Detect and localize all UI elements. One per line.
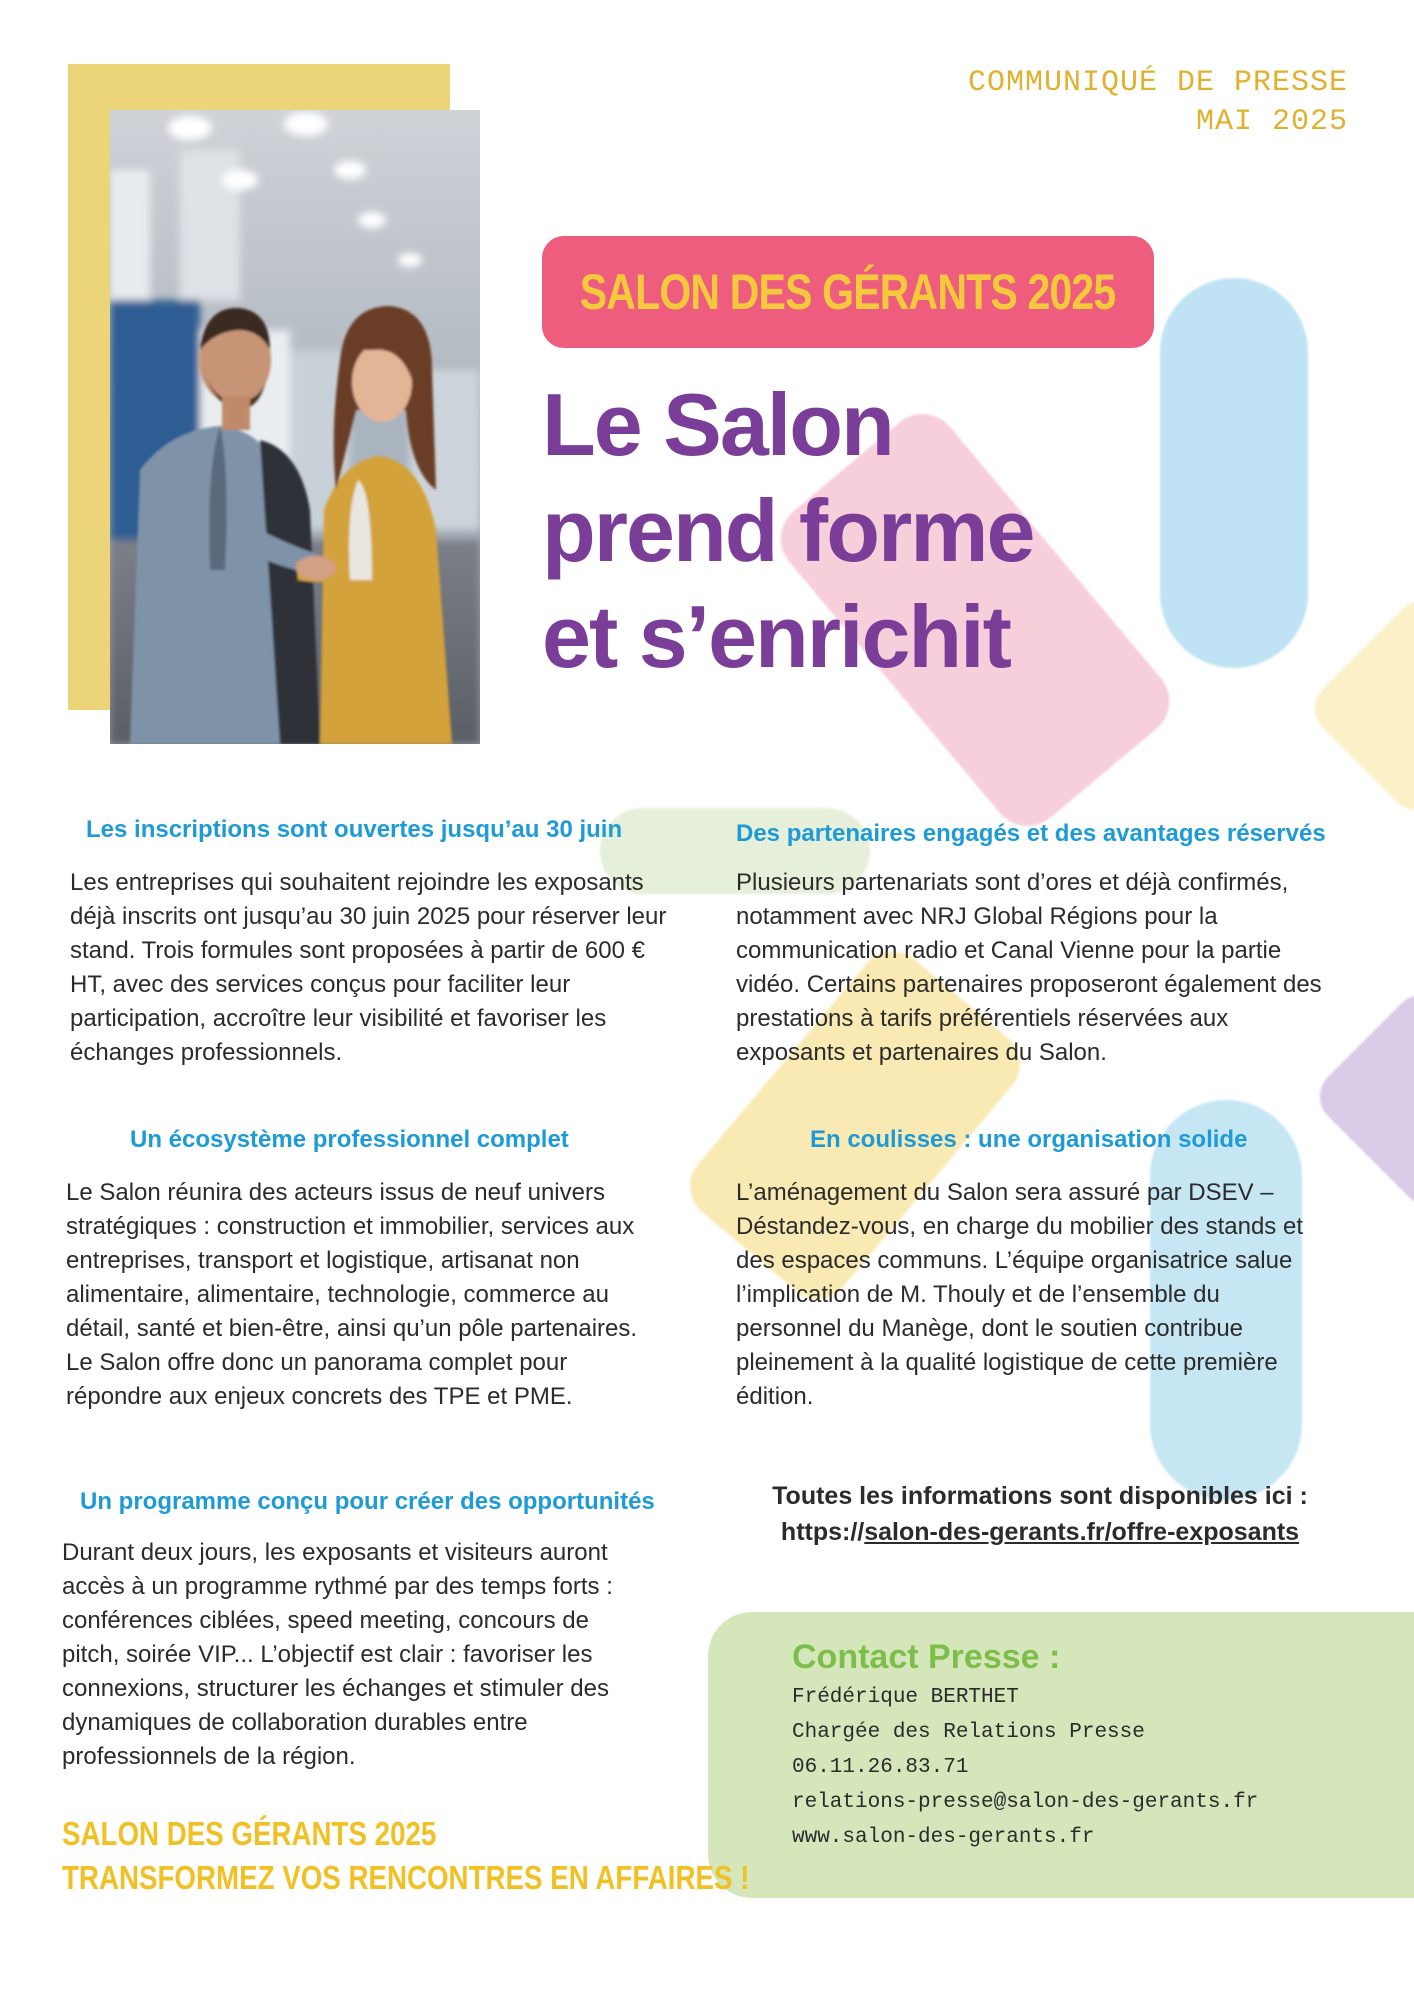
body-line: répondre aux enjeux concrets des TPE et PME. (66, 1383, 573, 1410)
body-line: pleinement à la qualité logistique de cette première (736, 1349, 1278, 1376)
body-line: Le Salon offre donc un panorama complet pour (66, 1349, 568, 1376)
body-line: édition. (736, 1383, 814, 1410)
body-line: vidéo. Certains partenaires proposeront également des (736, 971, 1322, 998)
section-body-backstage (736, 1176, 1303, 1414)
main-title (542, 372, 1142, 690)
body-line: détail, santé et bien-être, ainsi qu’un pôle partenaires. (66, 1315, 638, 1342)
body-line: exposants et partenaires du Salon. (736, 1039, 1107, 1066)
info-text: Toutes les informations sont disponibles ici : (772, 1482, 1308, 1510)
section-heading-program: Un programme conçu pour créer des opportunités (80, 1488, 655, 1515)
body-line: accès à un programme rythmé par des temps forts : (62, 1573, 613, 1600)
info-callout (740, 1478, 1340, 1550)
section-heading-partners: Des partenaires engagés et des avantages réservés (736, 820, 1326, 847)
contact-website[interactable]: www.salon-des-gerants.fr (792, 1826, 1095, 1849)
section-body-registrations (70, 866, 666, 1070)
body-line: Plusieurs partenariats sont d’ores et déjà confirmés, (736, 869, 1289, 896)
body-line: entreprises, transport et logistique, artisanat non (66, 1247, 580, 1274)
body-line: prestations à tarifs préférentiels réservées aux (736, 1005, 1229, 1032)
section-body-ecosystem (66, 1176, 637, 1414)
body-line: Déstandez-vous, en charge du mobilier des stands et (736, 1213, 1303, 1240)
body-line: communication radio et Canal Vienne pour la partie (736, 937, 1282, 964)
body-line: l’implication de M. Thouly et de l’ensemble du (736, 1281, 1220, 1308)
main-title-line: et s’enrichit (542, 587, 1010, 686)
decorative-yellow-shape (1303, 588, 1414, 821)
main-title-line: Le Salon (542, 375, 893, 474)
main-title-line: prend forme (542, 481, 1034, 580)
body-line: participation, accroître leur visibilité et favoriser les (70, 1005, 607, 1032)
body-line: des espaces communs. L’équipe organisatrice salue (736, 1247, 1293, 1274)
body-line: stratégiques : construction et immobilier, services aux (66, 1213, 635, 1240)
section-heading-registrations: Les inscriptions sont ouvertes jusqu’au 30 juin (86, 816, 623, 843)
press-release-label (968, 64, 1348, 142)
section-heading-ecosystem: Un écosystème professionnel complet (130, 1126, 569, 1153)
body-line: déjà inscrits ont jusqu’au 30 juin 2025 pour réserver leur (70, 903, 667, 930)
body-line: alimentaire, alimentaire, technologie, commerce au (66, 1281, 609, 1308)
closing-slogan (62, 1812, 749, 1900)
body-line: Durant deux jours, les exposants et visiteurs auront (62, 1539, 608, 1566)
info-link-prefix: https:// (780, 1518, 865, 1546)
body-line: dynamiques de collaboration durables entre (62, 1709, 528, 1736)
body-line: personnel du Manège, dont le soutien contribue (736, 1315, 1244, 1342)
section-body-partners (736, 866, 1322, 1070)
contact-email[interactable]: relations-presse@salon-des-gerants.fr (792, 1791, 1259, 1814)
exhibitor-offer-link[interactable]: salon-des-gerants.fr/offre-exposants (864, 1518, 1300, 1546)
body-line: notamment avec NRJ Global Régions pour la (736, 903, 1218, 930)
body-line: L’aménagement du Salon sera assuré par DSEV – (736, 1179, 1274, 1206)
body-line: professionnels de la région. (62, 1743, 356, 1770)
event-banner-label: SALON DES GÉRANTS 2025 (580, 264, 1116, 320)
contact-phone[interactable]: 06.11.26.83.71 (792, 1756, 969, 1779)
body-line: Le Salon réunira des acteurs issus de neuf univers (66, 1179, 605, 1206)
info-link-line (740, 1514, 1340, 1550)
body-line: connexions, structurer les échanges et stimuler des (62, 1675, 609, 1702)
body-line: échanges professionnels. (70, 1039, 343, 1066)
press-release-date: MAI 2025 (1195, 105, 1348, 139)
body-line: stand. Trois formules sont proposées à partir de 600 € (70, 937, 645, 964)
section-heading-backstage: En coulisses : une organisation solide (810, 1126, 1248, 1153)
event-banner (542, 236, 1154, 348)
contact-title: Contact Presse : (792, 1638, 1061, 1676)
handshake-illustration (110, 110, 480, 744)
slogan-line: SALON DES GÉRANTS 2025 (62, 1815, 437, 1852)
contact-name: Frédérique BERTHET (792, 1686, 1019, 1709)
body-line: conférences ciblées, speed meeting, concours de (62, 1607, 589, 1634)
decorative-blue-shape (1160, 278, 1308, 668)
handshake-photo (110, 110, 480, 744)
press-release-title: COMMUNIQUÉ DE PRESSE (967, 66, 1348, 100)
contact-role: Chargée des Relations Presse (792, 1721, 1145, 1744)
slogan-line: TRANSFORMEZ VOS RENCONTRES EN AFFAIRES ! (62, 1859, 750, 1896)
body-line: pitch, soirée VIP... L’objectif est clair : favoriser les (62, 1641, 593, 1668)
section-body-program (62, 1536, 613, 1774)
body-line: Les entreprises qui souhaitent rejoindre les exposants (70, 869, 644, 896)
body-line: HT, avec des services conçus pour faciliter leur (70, 971, 571, 998)
decorative-purple-shape (1308, 983, 1414, 1216)
